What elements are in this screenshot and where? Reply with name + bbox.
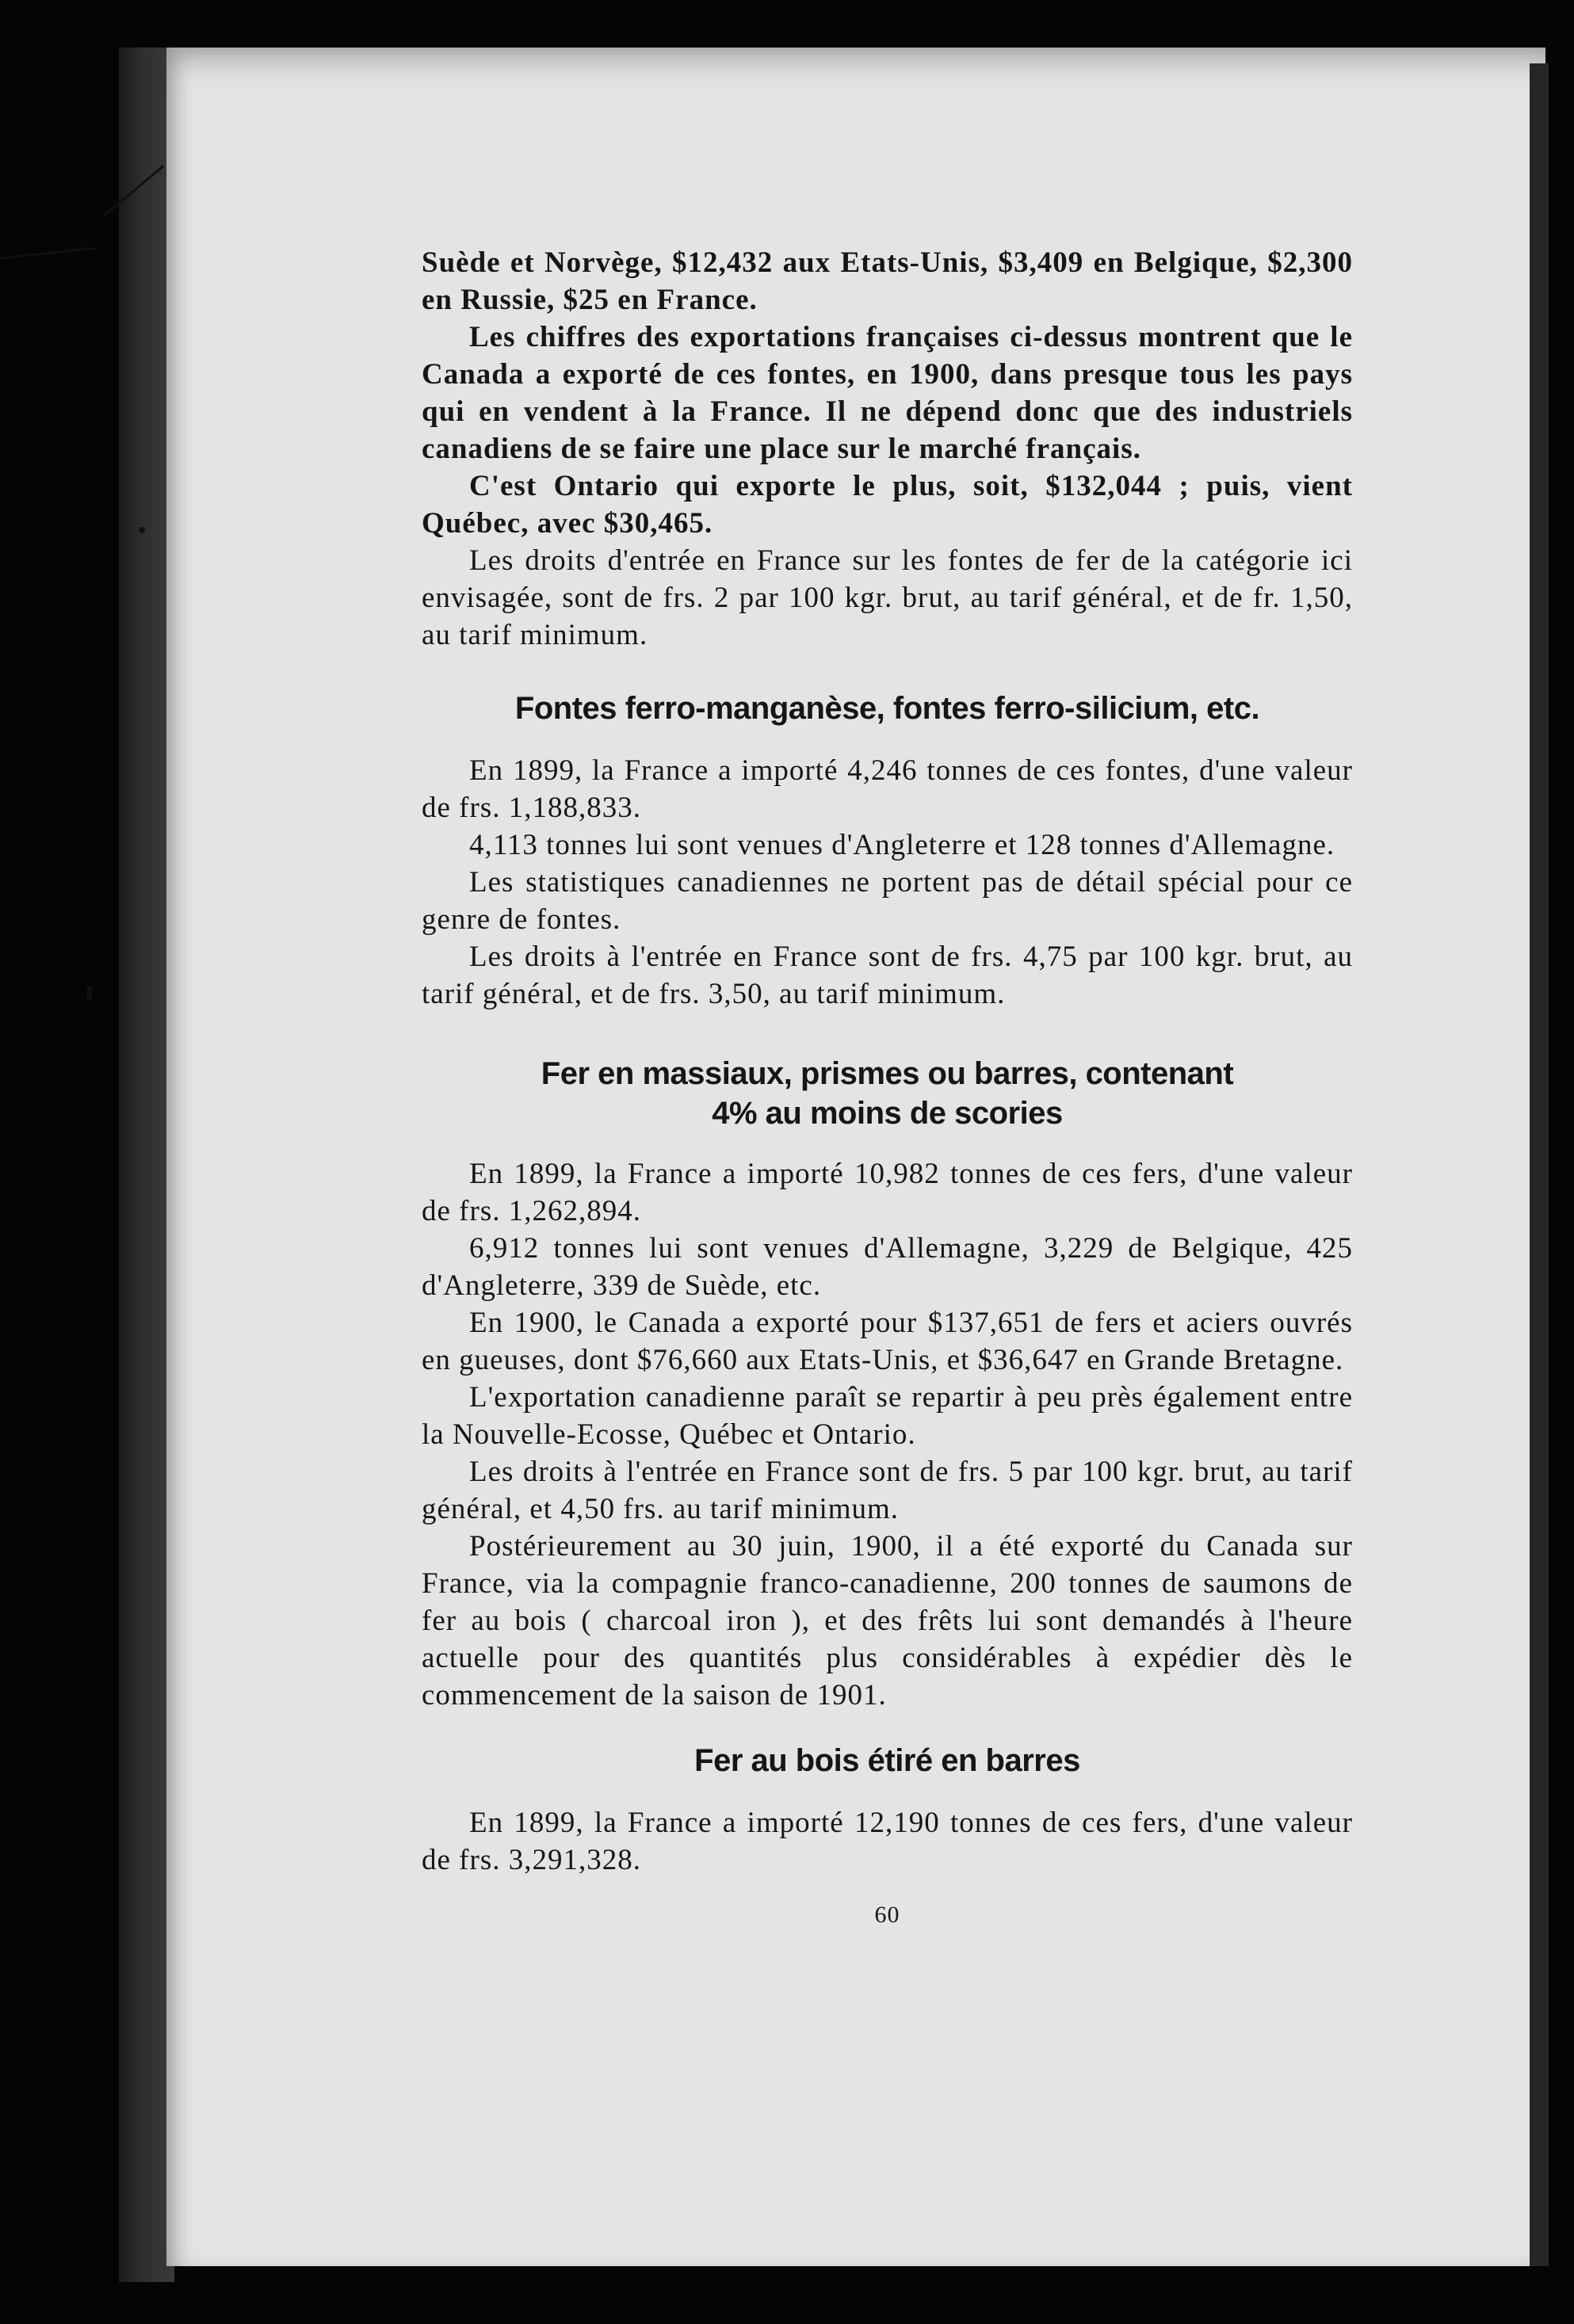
paragraph-intro-2: Les chiffres des exportations françaises ci-dessus montrent que le Canada a exporté de ces fontes, en 1900, dans presque tous les pays qui en vendent à la France. Il ne dépend donc que des industriels canadiens de se faire une place sur le marché français. bbox=[422, 321, 1353, 465]
section-heading-fer-massiaux-line2: 4% au moins de scories bbox=[712, 1096, 1063, 1131]
paragraph-section1-1: En 1899, la France a importé 4,246 tonnes de ces fontes, d'une valeur de frs. 1,188,833. bbox=[422, 754, 1353, 824]
paragraph-section2-6: Postérieurement au 30 juin, 1900, il a été exporté du Canada sur France, via la compagnie franco-canadienne, 200 tonnes de saumons de fer au bois ( charcoal iron ), et des frêts lui sont demandés à l'heure actuelle pour des quantités plus considérables à expédier dès le commencement de la saison de 1901. bbox=[422, 1530, 1353, 1712]
scan-artifact-line bbox=[0, 247, 95, 260]
section-heading-fer-au-bois: Fer au bois étiré en barres bbox=[694, 1743, 1080, 1778]
scan-artifact-dot bbox=[139, 527, 145, 533]
paragraph-intro-4: Les droits d'entrée en France sur les fontes de fer de la catégorie ici envisagée, sont de frs. 2 par 100 kgr. brut, au tarif général, et de fr. 1,50, au tarif minimum. bbox=[422, 544, 1353, 651]
paragraph-section2-4: L'exportation canadienne paraît se repartir à peu près également entre la Nouvelle-Ecosse, Québec et Ontario. bbox=[422, 1381, 1353, 1451]
section-heading-ferro-manganese: Fontes ferro-manganèse, fontes ferro-silicium, etc. bbox=[514, 691, 1260, 726]
page-right-edge bbox=[1530, 63, 1549, 2266]
paragraph-section1-3: Les statistiques canadiennes ne portent pas de détail spécial pour ce genre de fontes. bbox=[422, 866, 1353, 936]
paragraph-section2-1: En 1899, la France a importé 10,982 tonnes de ces fers, d'une valeur de frs. 1,262,894. bbox=[422, 1158, 1353, 1227]
section-heading-fer-massiaux-line1: Fer en massiaux, prismes ou barres, contenant bbox=[541, 1056, 1234, 1091]
page-number: 60 bbox=[874, 1902, 900, 1928]
paragraph-intro-1: Suède et Norvège, $12,432 aux Etats-Unis, $3,409 en Belgique, $2,300 en Russie, $25 en France. bbox=[422, 246, 1353, 316]
paragraph-intro-3: C'est Ontario qui exporte le plus, soit, $132,044 ; puis, vient Québec, avec $30,465. bbox=[422, 470, 1353, 540]
paragraph-section2-3: En 1900, le Canada a exporté pour $137,651 de fers et aciers ouvrés en gueuses, dont $76,660 aux Etats-Unis, et $36,647 en Grande Bretagne. bbox=[422, 1307, 1353, 1376]
paragraph-section3-1: En 1899, la France a importé 12,190 tonnes de ces fers, d'une valeur de frs. 3,291,328. bbox=[422, 1807, 1353, 1876]
paragraph-section2-5: Les droits à l'entrée en France sont de frs. 5 par 100 kgr. brut, au tarif général, et 4,50 frs. au tarif minimum. bbox=[422, 1456, 1353, 1525]
page-body bbox=[422, 244, 1353, 1929]
paragraph-section2-2: 6,912 tonnes lui sont venues d'Allemagne, 3,229 de Belgique, 425 d'Angleterre, 339 de Suède, etc. bbox=[422, 1232, 1353, 1302]
paragraph-section1-2: 4,113 tonnes lui sont venues d'Angleterre et 128 tonnes d'Allemagne. bbox=[469, 829, 1335, 861]
paragraph-section1-4: Les droits à l'entrée en France sont de frs. 4,75 par 100 kgr. brut, au tarif général, et de frs. 3,50, au tarif minimum. bbox=[422, 941, 1353, 1010]
scan-artifact-dot bbox=[87, 986, 92, 999]
section-heading-fer-massiaux bbox=[422, 1054, 1353, 1133]
